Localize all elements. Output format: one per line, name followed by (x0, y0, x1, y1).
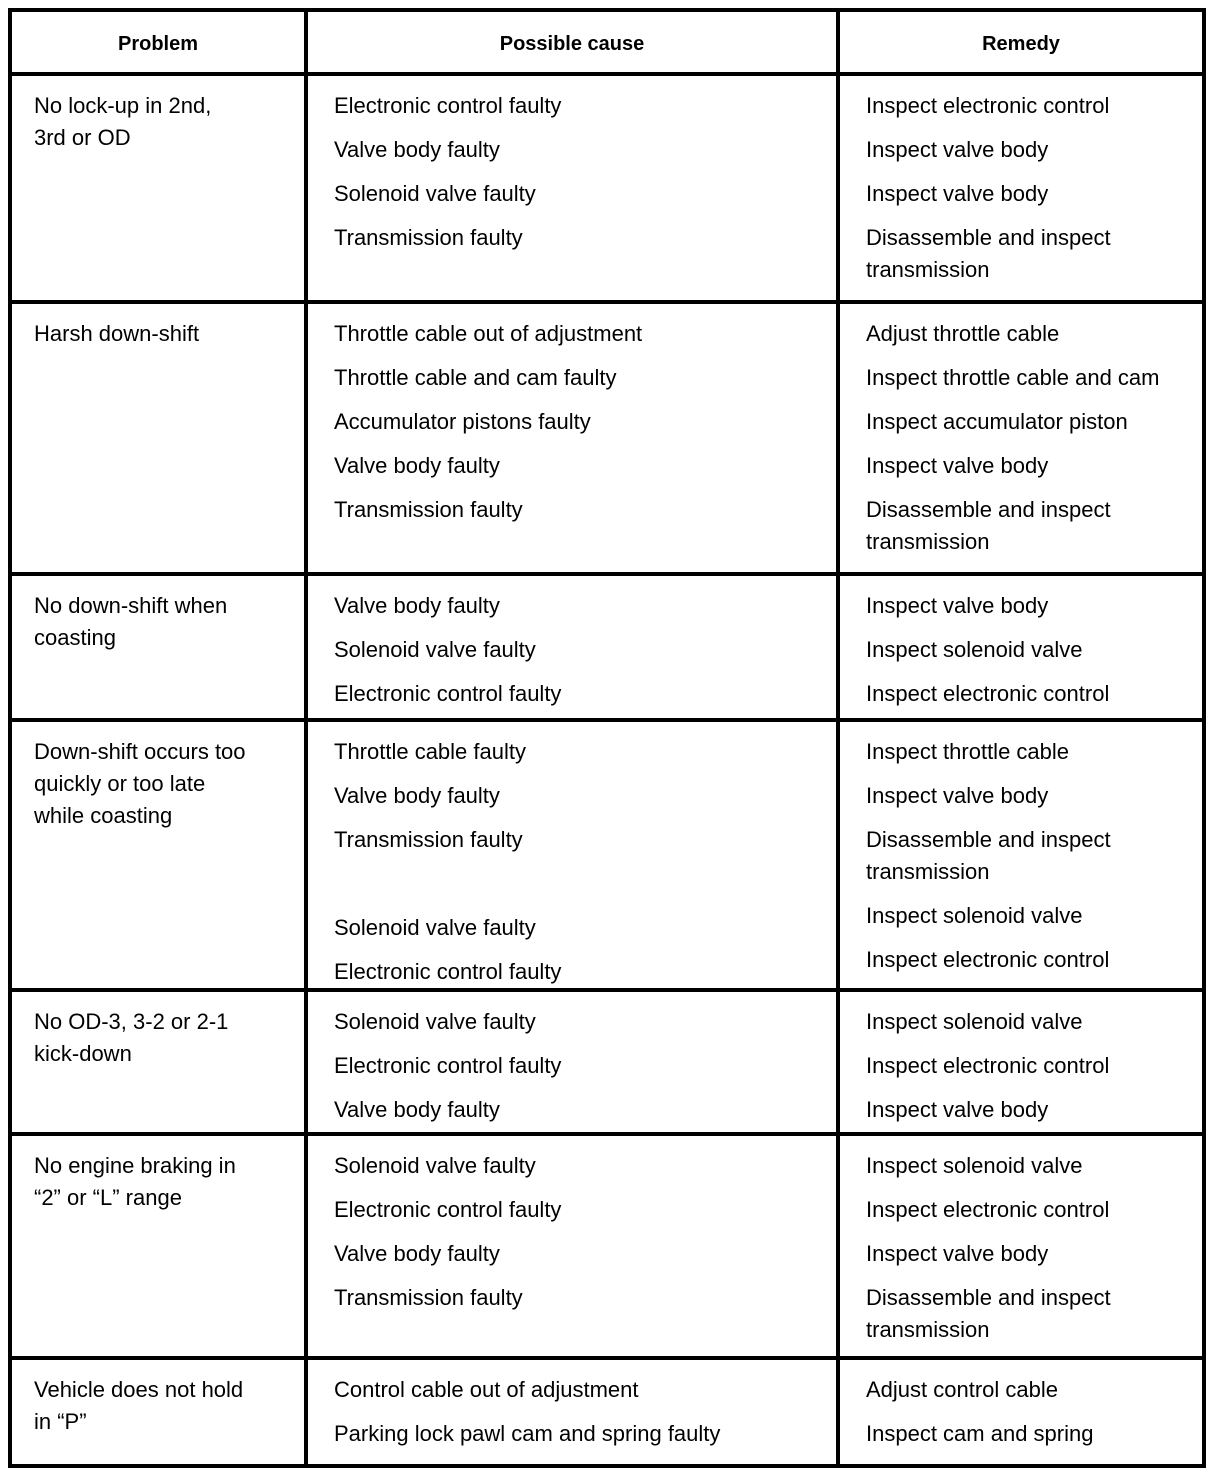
remedy-item: Inspect solenoid valve (866, 903, 1083, 928)
cause-item: Parking lock pawl cam and spring faulty (334, 1421, 721, 1446)
remedy-item: Disassemble and inspect transmission (866, 497, 1111, 554)
remedy-cell (840, 992, 1202, 1132)
cause-item: Electronic control faulty (334, 1197, 562, 1222)
remedy-item: Disassemble and inspect transmission (866, 827, 1111, 884)
cause-item: Valve body faulty (334, 783, 500, 808)
remedy-item: Inspect solenoid valve (866, 637, 1083, 662)
problem-cell (12, 304, 308, 572)
cause-item: Solenoid valve faulty (334, 181, 536, 206)
cause-cell (308, 304, 840, 572)
cause-item: Valve body faulty (334, 137, 500, 162)
cause-cell (308, 1360, 840, 1464)
table-row (12, 304, 1202, 576)
cause-item: Valve body faulty (334, 1241, 500, 1266)
remedy-item: Inspect valve body (866, 181, 1049, 206)
remedy-item: Inspect throttle cable (866, 739, 1070, 764)
remedy-item: Inspect valve body (866, 593, 1049, 618)
header-remedy: Remedy (982, 32, 1060, 55)
problem-cell (12, 576, 308, 718)
header-possible-cause: Possible cause (308, 12, 840, 72)
cause-cell (308, 992, 840, 1132)
cause-item: Solenoid valve faulty (334, 915, 536, 940)
cause-item: Transmission faulty (334, 497, 523, 522)
header-row (12, 12, 1202, 76)
cause-item: Control cable out of adjustment (334, 1377, 639, 1402)
problem-text: No lock-up in 2nd, 3rd or OD (34, 93, 212, 150)
table-row (12, 722, 1202, 992)
problem-text: No OD-3, 3-2 or 2-1 kick-down (34, 1009, 229, 1066)
remedy-item: Inspect valve body (866, 453, 1049, 478)
remedy-item: Inspect throttle cable and cam (866, 365, 1160, 390)
remedy-item: Inspect electronic control (866, 947, 1110, 972)
cause-item: Electronic control faulty (334, 681, 562, 706)
cause-item: Electronic control faulty (334, 1053, 562, 1078)
cause-cell (308, 722, 840, 988)
cause-item: Valve body faulty (334, 1097, 500, 1122)
problem-cell (12, 722, 308, 988)
cause-item: Solenoid valve faulty (334, 1153, 536, 1178)
cause-cell (308, 1136, 840, 1356)
problem-cell (12, 1136, 308, 1356)
cause-item: Transmission faulty (334, 1285, 523, 1310)
table-row (12, 1136, 1202, 1360)
remedy-item: Inspect solenoid valve (866, 1153, 1083, 1178)
cause-item: Throttle cable faulty (334, 739, 526, 764)
table-row (12, 992, 1202, 1136)
remedy-item: Inspect electronic control (866, 681, 1110, 706)
table-row (12, 576, 1202, 722)
remedy-item: Disassemble and inspect transmission (866, 225, 1111, 282)
cause-item: Valve body faulty (334, 593, 500, 618)
cause-item: Valve body faulty (334, 453, 500, 478)
troubleshooting-table (8, 8, 1206, 1468)
problem-text: No down-shift when coasting (34, 593, 228, 650)
remedy-item: Inspect valve body (866, 137, 1049, 162)
cause-cell (308, 576, 840, 718)
cause-item: Throttle cable out of adjustment (334, 321, 643, 346)
remedy-item: Inspect electronic control (866, 93, 1110, 118)
remedy-cell (840, 1360, 1202, 1464)
remedy-item: Inspect accumulator piston (866, 409, 1128, 434)
cause-item: Transmission faulty (334, 827, 523, 852)
remedy-cell (840, 76, 1202, 300)
table-row (12, 76, 1202, 304)
problem-text: Vehicle does not hold in “P” (34, 1377, 244, 1434)
problem-cell (12, 1360, 308, 1464)
cause-item: Solenoid valve faulty (334, 1009, 536, 1034)
remedy-cell (840, 722, 1202, 988)
remedy-cell (840, 304, 1202, 572)
table-row (12, 1360, 1202, 1464)
problem-text: Harsh down-shift (34, 321, 200, 346)
remedy-cell (840, 1136, 1202, 1356)
remedy-item: Inspect solenoid valve (866, 1009, 1083, 1034)
cause-item: Throttle cable and cam faulty (334, 365, 617, 390)
remedy-item: Adjust throttle cable (866, 321, 1060, 346)
remedy-item: Inspect valve body (866, 1241, 1049, 1266)
remedy-item: Inspect valve body (866, 783, 1049, 808)
remedy-item: Adjust control cable (866, 1377, 1058, 1402)
remedy-item: Inspect valve body (866, 1097, 1049, 1122)
header-problem: Problem (12, 12, 308, 72)
remedy-item: Disassemble and inspect transmission (866, 1285, 1111, 1342)
problem-text: Down-shift occurs too quickly or too late while coasting (34, 739, 246, 828)
cause-cell (308, 76, 840, 300)
cause-item: Electronic control faulty (334, 959, 562, 984)
problem-text: No engine braking in “2” or “L” range (34, 1153, 236, 1210)
remedy-item: Inspect electronic control (866, 1053, 1110, 1078)
cause-item: Accumulator pistons faulty (334, 409, 591, 434)
remedy-cell (840, 576, 1202, 718)
cause-item: Transmission faulty (334, 225, 523, 250)
remedy-item: Inspect electronic control (866, 1197, 1110, 1222)
cause-item: Solenoid valve faulty (334, 637, 536, 662)
problem-cell (12, 992, 308, 1132)
remedy-item: Inspect cam and spring (866, 1421, 1094, 1446)
cause-item: Electronic control faulty (334, 93, 562, 118)
problem-cell (12, 76, 308, 300)
